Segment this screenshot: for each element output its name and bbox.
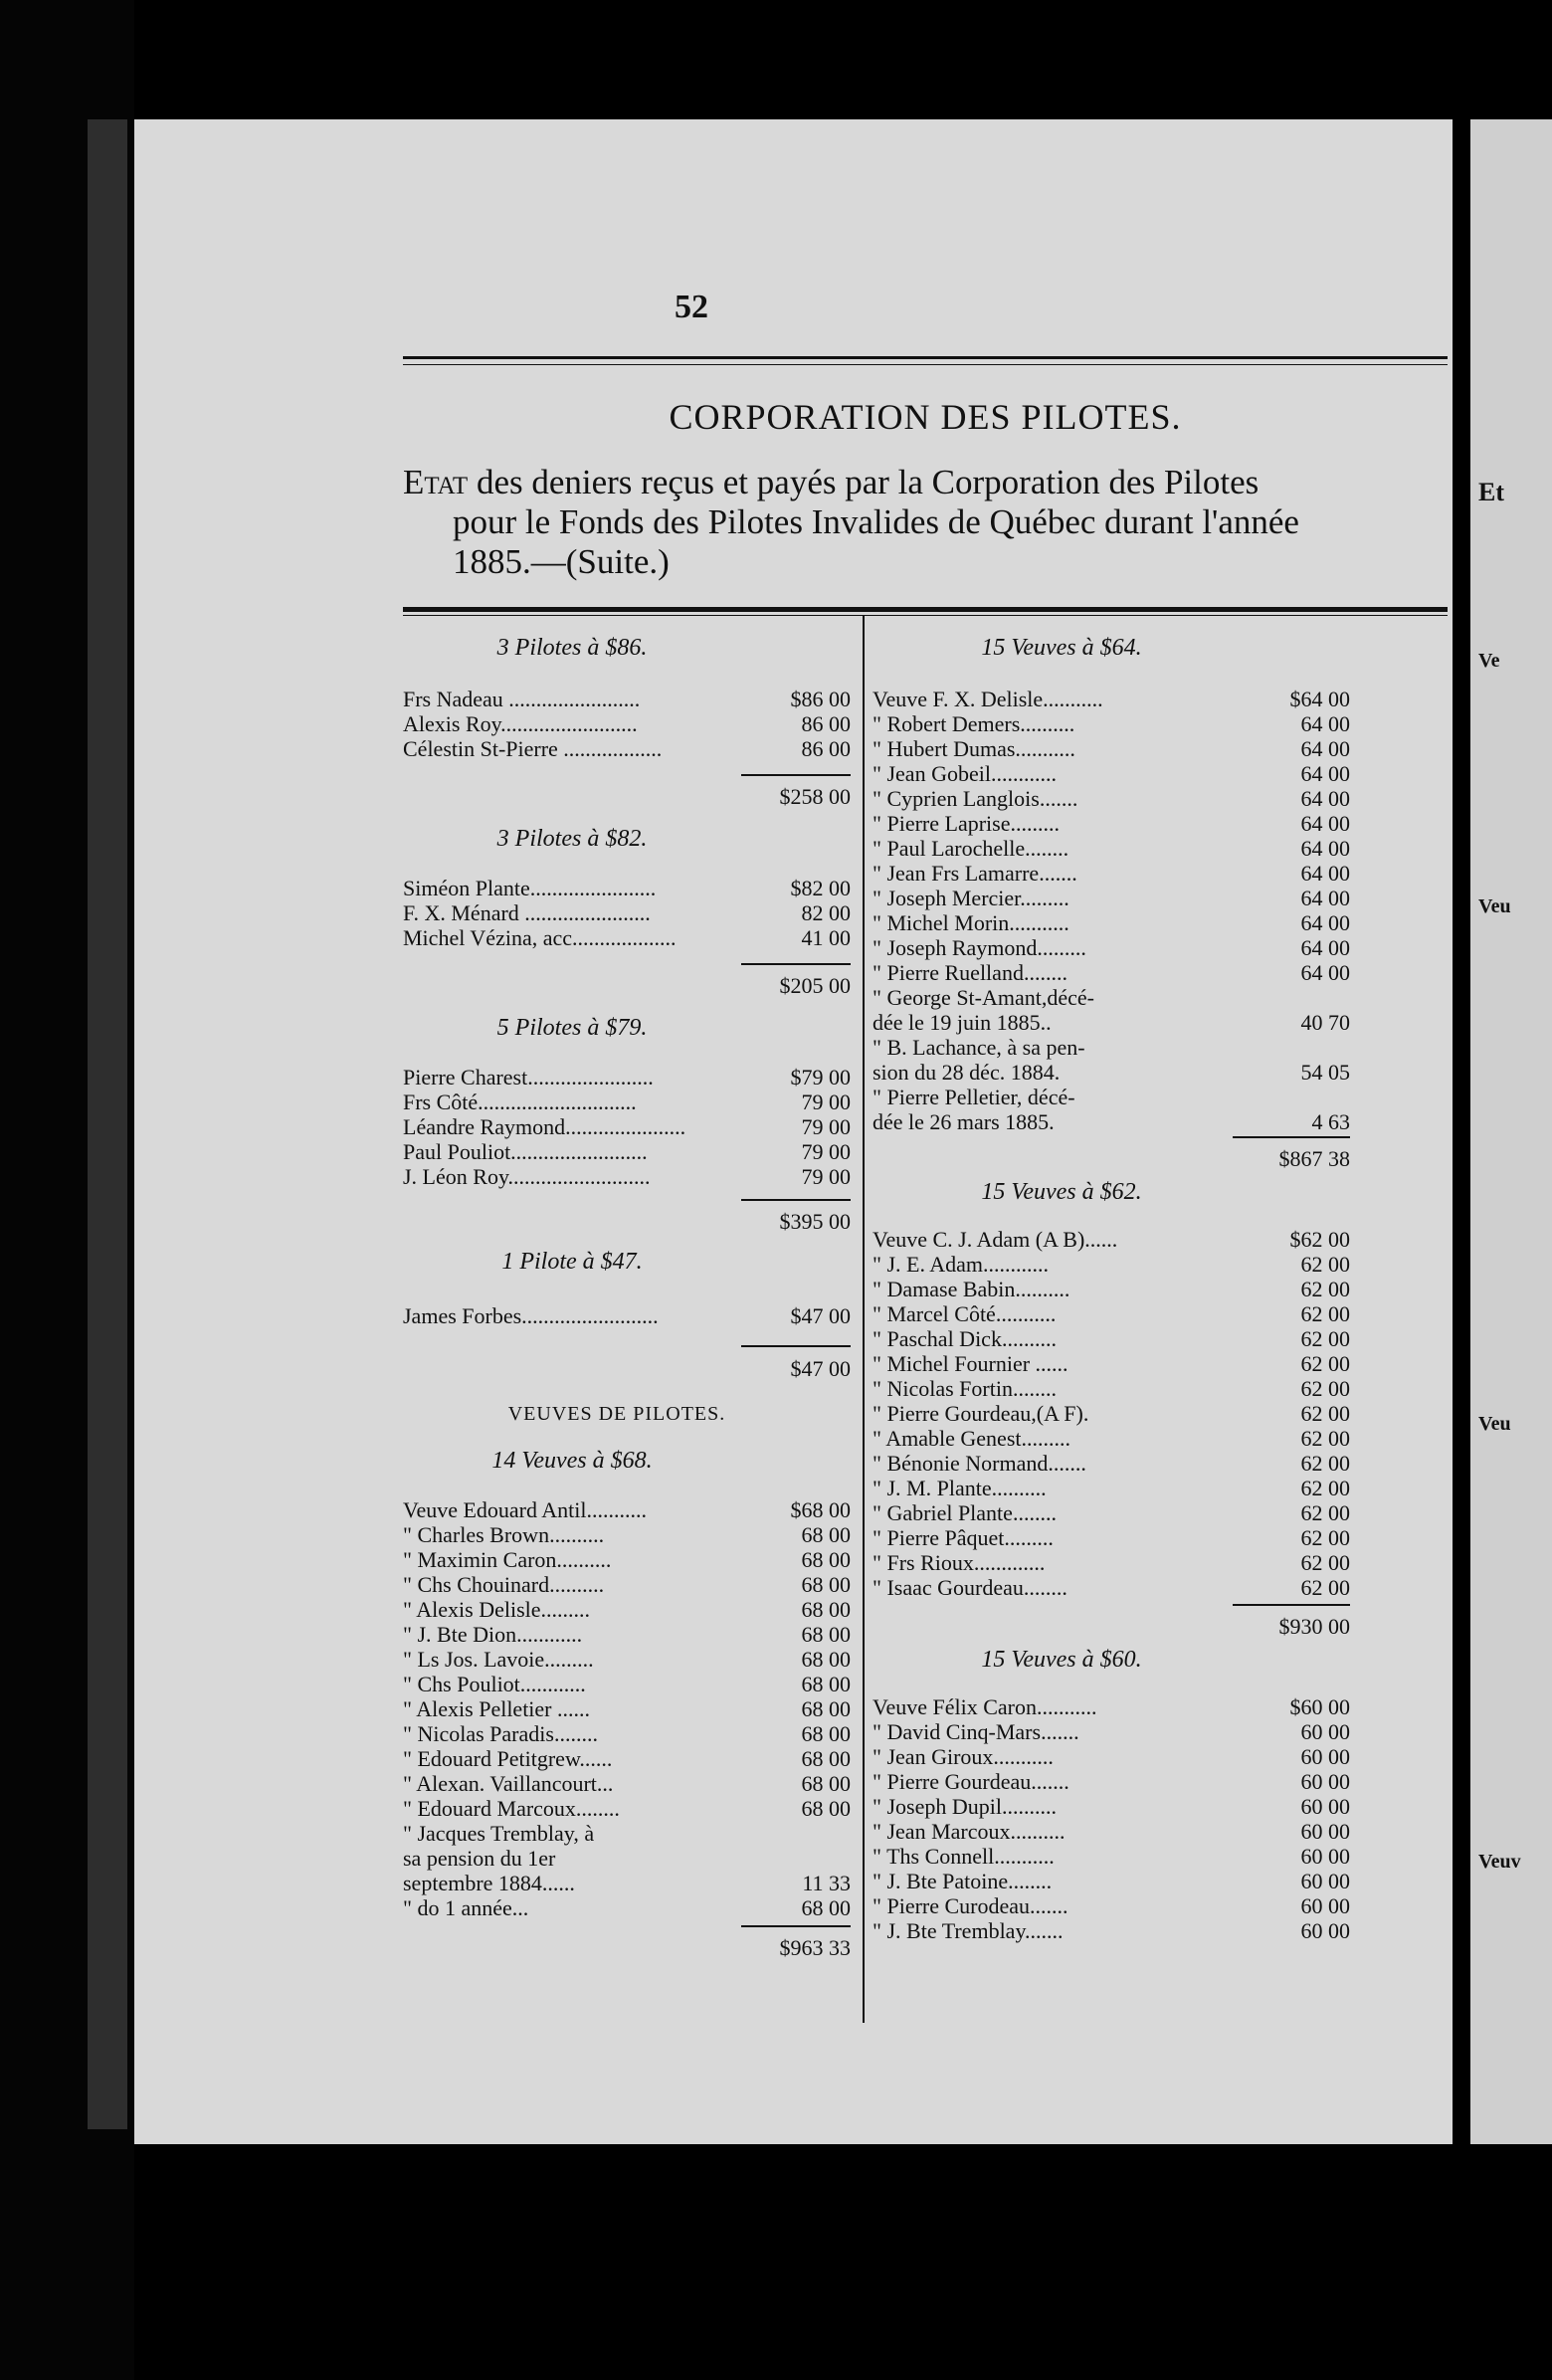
table-row: " Edouard Petitgrew...... 68 00 <box>403 1746 851 1771</box>
table-row: " Ls Jos. Lavoie......... 68 00 <box>403 1647 851 1672</box>
table-row: Veuve Edouard Antil........... $68 00 <box>403 1497 851 1522</box>
adjacent-page-fragment: Veu <box>1478 1413 1511 1435</box>
column-divider <box>863 615 865 2023</box>
section-heading: 15 Veuves à $60. <box>981 1647 1142 1673</box>
table-row: " Edouard Marcoux........ 68 00 <box>403 1796 851 1821</box>
subtotal-rule <box>741 963 851 965</box>
section-total: $867 38 <box>1278 1146 1350 1171</box>
table-row: " Alexan. Vaillancourt... 68 00 <box>403 1771 851 1796</box>
table-row: " David Cinq-Mars....... 60 00 <box>873 1719 1350 1744</box>
table-row: " Michel Fournier ...... 62 00 <box>873 1351 1350 1376</box>
table-row: " Pierre Gourdeau,(A F). 62 00 <box>873 1401 1350 1426</box>
film-edge-strip <box>88 119 127 2129</box>
table-row: septembre 1884...... 11 33 <box>403 1871 851 1895</box>
intro-lead: Etat <box>403 463 469 501</box>
adjacent-page-fragment: Veu <box>1478 895 1511 917</box>
table-row: " Jean Marcoux.......... 60 00 <box>873 1819 1350 1844</box>
intro-line-3: 1885.—(Suite.) <box>453 542 670 581</box>
table-row: " J. E. Adam............ 62 00 <box>873 1252 1350 1277</box>
section-total: $205 00 <box>779 973 851 998</box>
table-row: Veuve F. X. Delisle........... $64 00 <box>873 687 1350 711</box>
document-page <box>134 119 1453 2144</box>
adjacent-page-fragment: Ve <box>1478 650 1500 672</box>
table-row: " Amable Genest......... 62 00 <box>873 1426 1350 1451</box>
table-row: " Jacques Tremblay, à <box>403 1821 595 1846</box>
table-row: " Nicolas Fortin........ 62 00 <box>873 1376 1350 1401</box>
subtotal-rule <box>1233 1136 1350 1138</box>
table-row: " Maximin Caron.......... 68 00 <box>403 1547 851 1572</box>
table-row: Alexis Roy......................... 86 00 <box>403 711 851 736</box>
table-row: " Jean Giroux........... 60 00 <box>873 1744 1350 1769</box>
table-row: Veuve Félix Caron........... $60 00 <box>873 1694 1350 1719</box>
table-row: " Pierre Laprise......... 64 00 <box>873 811 1350 836</box>
page-number: 52 <box>675 289 708 325</box>
table-row: dée le 19 juin 1885.. 40 70 <box>873 1010 1350 1035</box>
table-row: " Robert Demers.......... 64 00 <box>873 711 1350 736</box>
section-heading: 14 Veuves à $68. <box>491 1448 653 1474</box>
table-row: " J. Bte Dion............ 68 00 <box>403 1622 851 1647</box>
table-row: " Cyprien Langlois....... 64 00 <box>873 786 1350 811</box>
table-row: " Pierre Gourdeau....... 60 00 <box>873 1769 1350 1794</box>
table-row: " Nicolas Paradis........ 68 00 <box>403 1721 851 1746</box>
table-row: Pierre Charest....................... $79 00 <box>403 1065 851 1090</box>
table-row: " Bénonie Normand....... 62 00 <box>873 1451 1350 1476</box>
section-heading: 5 Pilotes à $79. <box>496 1015 648 1041</box>
table-row: " Charles Brown.......... 68 00 <box>403 1522 851 1547</box>
table-row: Veuve C. J. Adam (A B)...... $62 00 <box>873 1227 1350 1252</box>
table-row: " Chs Pouliot............ 68 00 <box>403 1672 851 1696</box>
table-row: " Alexis Delisle......... 68 00 <box>403 1597 851 1622</box>
table-row: sa pension du 1er <box>403 1846 556 1871</box>
right-column <box>873 119 1350 2144</box>
table-row: dée le 26 mars 1885. 4 63 <box>873 1109 1350 1134</box>
section-total: $258 00 <box>779 784 851 809</box>
section-heading: 15 Veuves à $62. <box>981 1179 1142 1205</box>
intro-line-1: des deniers reçus et payés par la Corporation des Pilotes <box>468 463 1260 501</box>
table-row: Paul Pouliot......................... 79 00 <box>403 1139 851 1164</box>
table-row: " Alexis Pelletier ...... 68 00 <box>403 1696 851 1721</box>
table-row: " J. Bte Patoine........ 60 00 <box>873 1869 1350 1893</box>
table-row: " Jean Gobeil............ 64 00 <box>873 761 1350 786</box>
table-row: J. Léon Roy.......................... 79 00 <box>403 1164 851 1189</box>
section-total: $930 00 <box>1278 1614 1350 1639</box>
table-row: " Pierre Curodeau....... 60 00 <box>873 1893 1350 1918</box>
table-row: " Pierre Pâquet......... 62 00 <box>873 1525 1350 1550</box>
document-title: CORPORATION DES PILOTES. <box>669 397 1182 437</box>
table-row: " Damase Babin.......... 62 00 <box>873 1277 1350 1301</box>
table-row: Frs Nadeau ........................ $86 00 <box>403 687 851 711</box>
left-column <box>403 119 851 2144</box>
table-row: Siméon Plante....................... $82 00 <box>403 876 851 900</box>
section-total: $963 33 <box>779 1935 851 1960</box>
adjacent-page-fragment: Et <box>1478 478 1504 506</box>
table-row: " Joseph Raymond......... 64 00 <box>873 935 1350 960</box>
table-row: " Paul Larochelle........ 64 00 <box>873 836 1350 861</box>
table-row: " Ths Connell........... 60 00 <box>873 1844 1350 1869</box>
adjacent-page-fragment: Veuv <box>1478 1851 1521 1873</box>
widows-title: VEUVES DE PILOTES. <box>507 1403 726 1425</box>
table-row: " George St-Amant,décé- <box>873 985 1094 1010</box>
table-row: " Gabriel Plante........ 62 00 <box>873 1500 1350 1525</box>
table-row: Michel Vézina, acc................... 41 00 <box>403 925 851 950</box>
table-row: " Jean Frs Lamarre....... 64 00 <box>873 861 1350 886</box>
table-row: " Isaac Gourdeau........ 62 00 <box>873 1575 1350 1600</box>
table-row: " Frs Rioux............. 62 00 <box>873 1550 1350 1575</box>
subtotal-rule <box>1233 1604 1350 1606</box>
table-row: " Chs Chouinard.......... 68 00 <box>403 1572 851 1597</box>
section-heading: 15 Veuves à $64. <box>981 635 1142 661</box>
table-row: " J. Bte Tremblay....... 60 00 <box>873 1918 1350 1943</box>
subtotal-rule <box>741 774 851 776</box>
table-row: " Marcel Côté........... 62 00 <box>873 1301 1350 1326</box>
table-row: " Pierre Ruelland........ 64 00 <box>873 960 1350 985</box>
table-row: " Hubert Dumas........... 64 00 <box>873 736 1350 761</box>
table-row: " Michel Morin........... 64 00 <box>873 910 1350 935</box>
table-row: " B. Lachance, à sa pen- <box>873 1035 1085 1060</box>
subtotal-rule <box>741 1345 851 1347</box>
subtotal-rule <box>741 1925 851 1927</box>
table-row: Léandre Raymond...................... 79 00 <box>403 1114 851 1139</box>
intro-line-2: pour le Fonds des Pilotes Invalides de Québec durant l'année <box>453 502 1299 541</box>
section-heading: 3 Pilotes à $86. <box>496 635 648 661</box>
table-row: Frs Côté............................. 79 00 <box>403 1090 851 1114</box>
table-row: " Pierre Pelletier, décé- <box>873 1085 1075 1109</box>
table-row: " Joseph Dupil.......... 60 00 <box>873 1794 1350 1819</box>
table-row: " Paschal Dick.......... 62 00 <box>873 1326 1350 1351</box>
table-row: sion du 28 déc. 1884. 54 05 <box>873 1060 1350 1085</box>
section-total: $395 00 <box>779 1209 851 1234</box>
subtotal-rule <box>741 1199 851 1201</box>
table-row: James Forbes......................... $47 00 <box>403 1303 851 1328</box>
table-row: F. X. Ménard ....................... 82 00 <box>403 900 851 925</box>
section-total: $47 00 <box>790 1356 851 1381</box>
table-row: " Joseph Mercier......... 64 00 <box>873 886 1350 910</box>
adjacent-page-edge <box>1470 119 1552 2144</box>
table-row: " do 1 année... 68 00 <box>403 1895 851 1920</box>
table-row: " J. M. Plante.......... 62 00 <box>873 1476 1350 1500</box>
section-heading: 1 Pilote à $47. <box>501 1249 643 1275</box>
table-row: Célestin St-Pierre .................. 86 00 <box>403 736 851 761</box>
section-heading: 3 Pilotes à $82. <box>496 826 648 852</box>
